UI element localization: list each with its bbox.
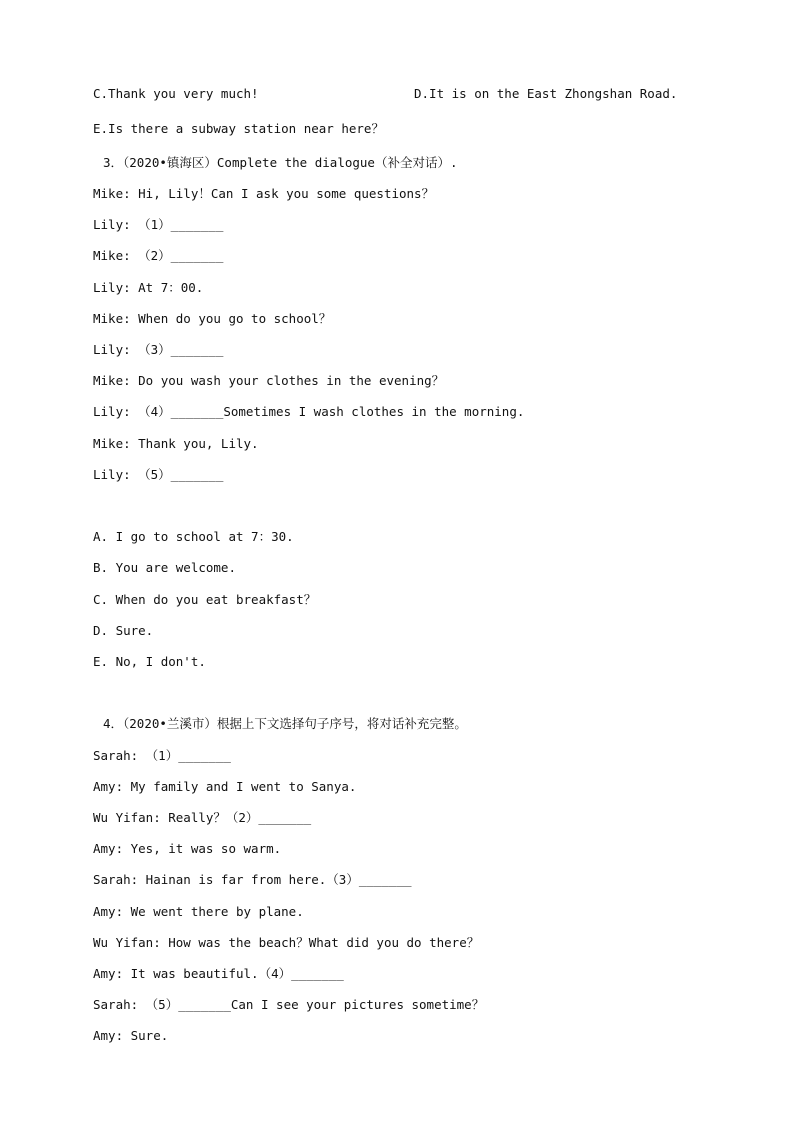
option-e: E.Is there a subway station near here？ bbox=[93, 121, 384, 136]
q4-dialogue-line: Wu Yifan: How was the beach？What did you do there？ bbox=[93, 935, 480, 950]
q4-dialogue-line: Amy: It was beautiful.（4）_______ bbox=[93, 966, 344, 981]
q3-dialogue-line: Lily: At 7：00. bbox=[93, 280, 204, 295]
q3-dialogue-line: Mike: （2）_______ bbox=[93, 248, 224, 263]
q4-dialogue-line: Sarah: （1）_______ bbox=[93, 748, 231, 763]
option-d: D.It is on the East Zhongshan Road. bbox=[414, 86, 678, 101]
q3-dialogue-line: Mike: Thank you, Lily. bbox=[93, 436, 259, 451]
q4-dialogue-line: Amy: We went there by plane. bbox=[93, 904, 304, 919]
q3-heading: 3．（2020•镇海区）Complete the dialogue（补全对话）. bbox=[103, 155, 458, 170]
q3-option: E. No, I don't. bbox=[93, 654, 206, 669]
q3-dialogue-line: Mike: Do you wash your clothes in the evening？ bbox=[93, 373, 445, 388]
q4-dialogue-line: Amy: Sure. bbox=[93, 1028, 169, 1043]
q3-dialogue-line: Mike: When do you go to school？ bbox=[93, 311, 332, 326]
option-c: C.Thank you very much! bbox=[93, 86, 259, 101]
q3-dialogue-line: Lily: （5）_______ bbox=[93, 467, 224, 482]
q3-dialogue-line: Lily: （3）_______ bbox=[93, 342, 224, 357]
q3-dialogue-line: Lily: （1）_______ bbox=[93, 217, 224, 232]
q4-dialogue-line: Wu Yifan: Really？（2）_______ bbox=[93, 810, 312, 825]
q4-dialogue-line: Sarah: （5）_______Can I see your pictures sometime？ bbox=[93, 997, 485, 1012]
q3-option: B. You are welcome. bbox=[93, 560, 236, 575]
q3-dialogue-line: Lily: （4）_______Sometimes I wash clothes in the morning. bbox=[93, 404, 525, 419]
q4-dialogue-line: Amy: Yes, it was so warm. bbox=[93, 841, 282, 856]
q4-dialogue-line: Sarah: Hainan is far from here.（3）_______ bbox=[93, 872, 412, 887]
q3-option: C. When do you eat breakfast？ bbox=[93, 592, 317, 607]
q4-dialogue-line: Amy: My family and I went to Sanya. bbox=[93, 779, 357, 794]
q3-option: D. Sure. bbox=[93, 623, 154, 638]
q3-dialogue-line: Mike: Hi, Lily！Can I ask you some questions？ bbox=[93, 186, 435, 201]
q3-option: A. I go to school at 7：30. bbox=[93, 529, 294, 544]
q4-heading: 4．（2020•兰溪市）根据上下文选择句子序号，将对话补充完整。 bbox=[103, 716, 467, 731]
